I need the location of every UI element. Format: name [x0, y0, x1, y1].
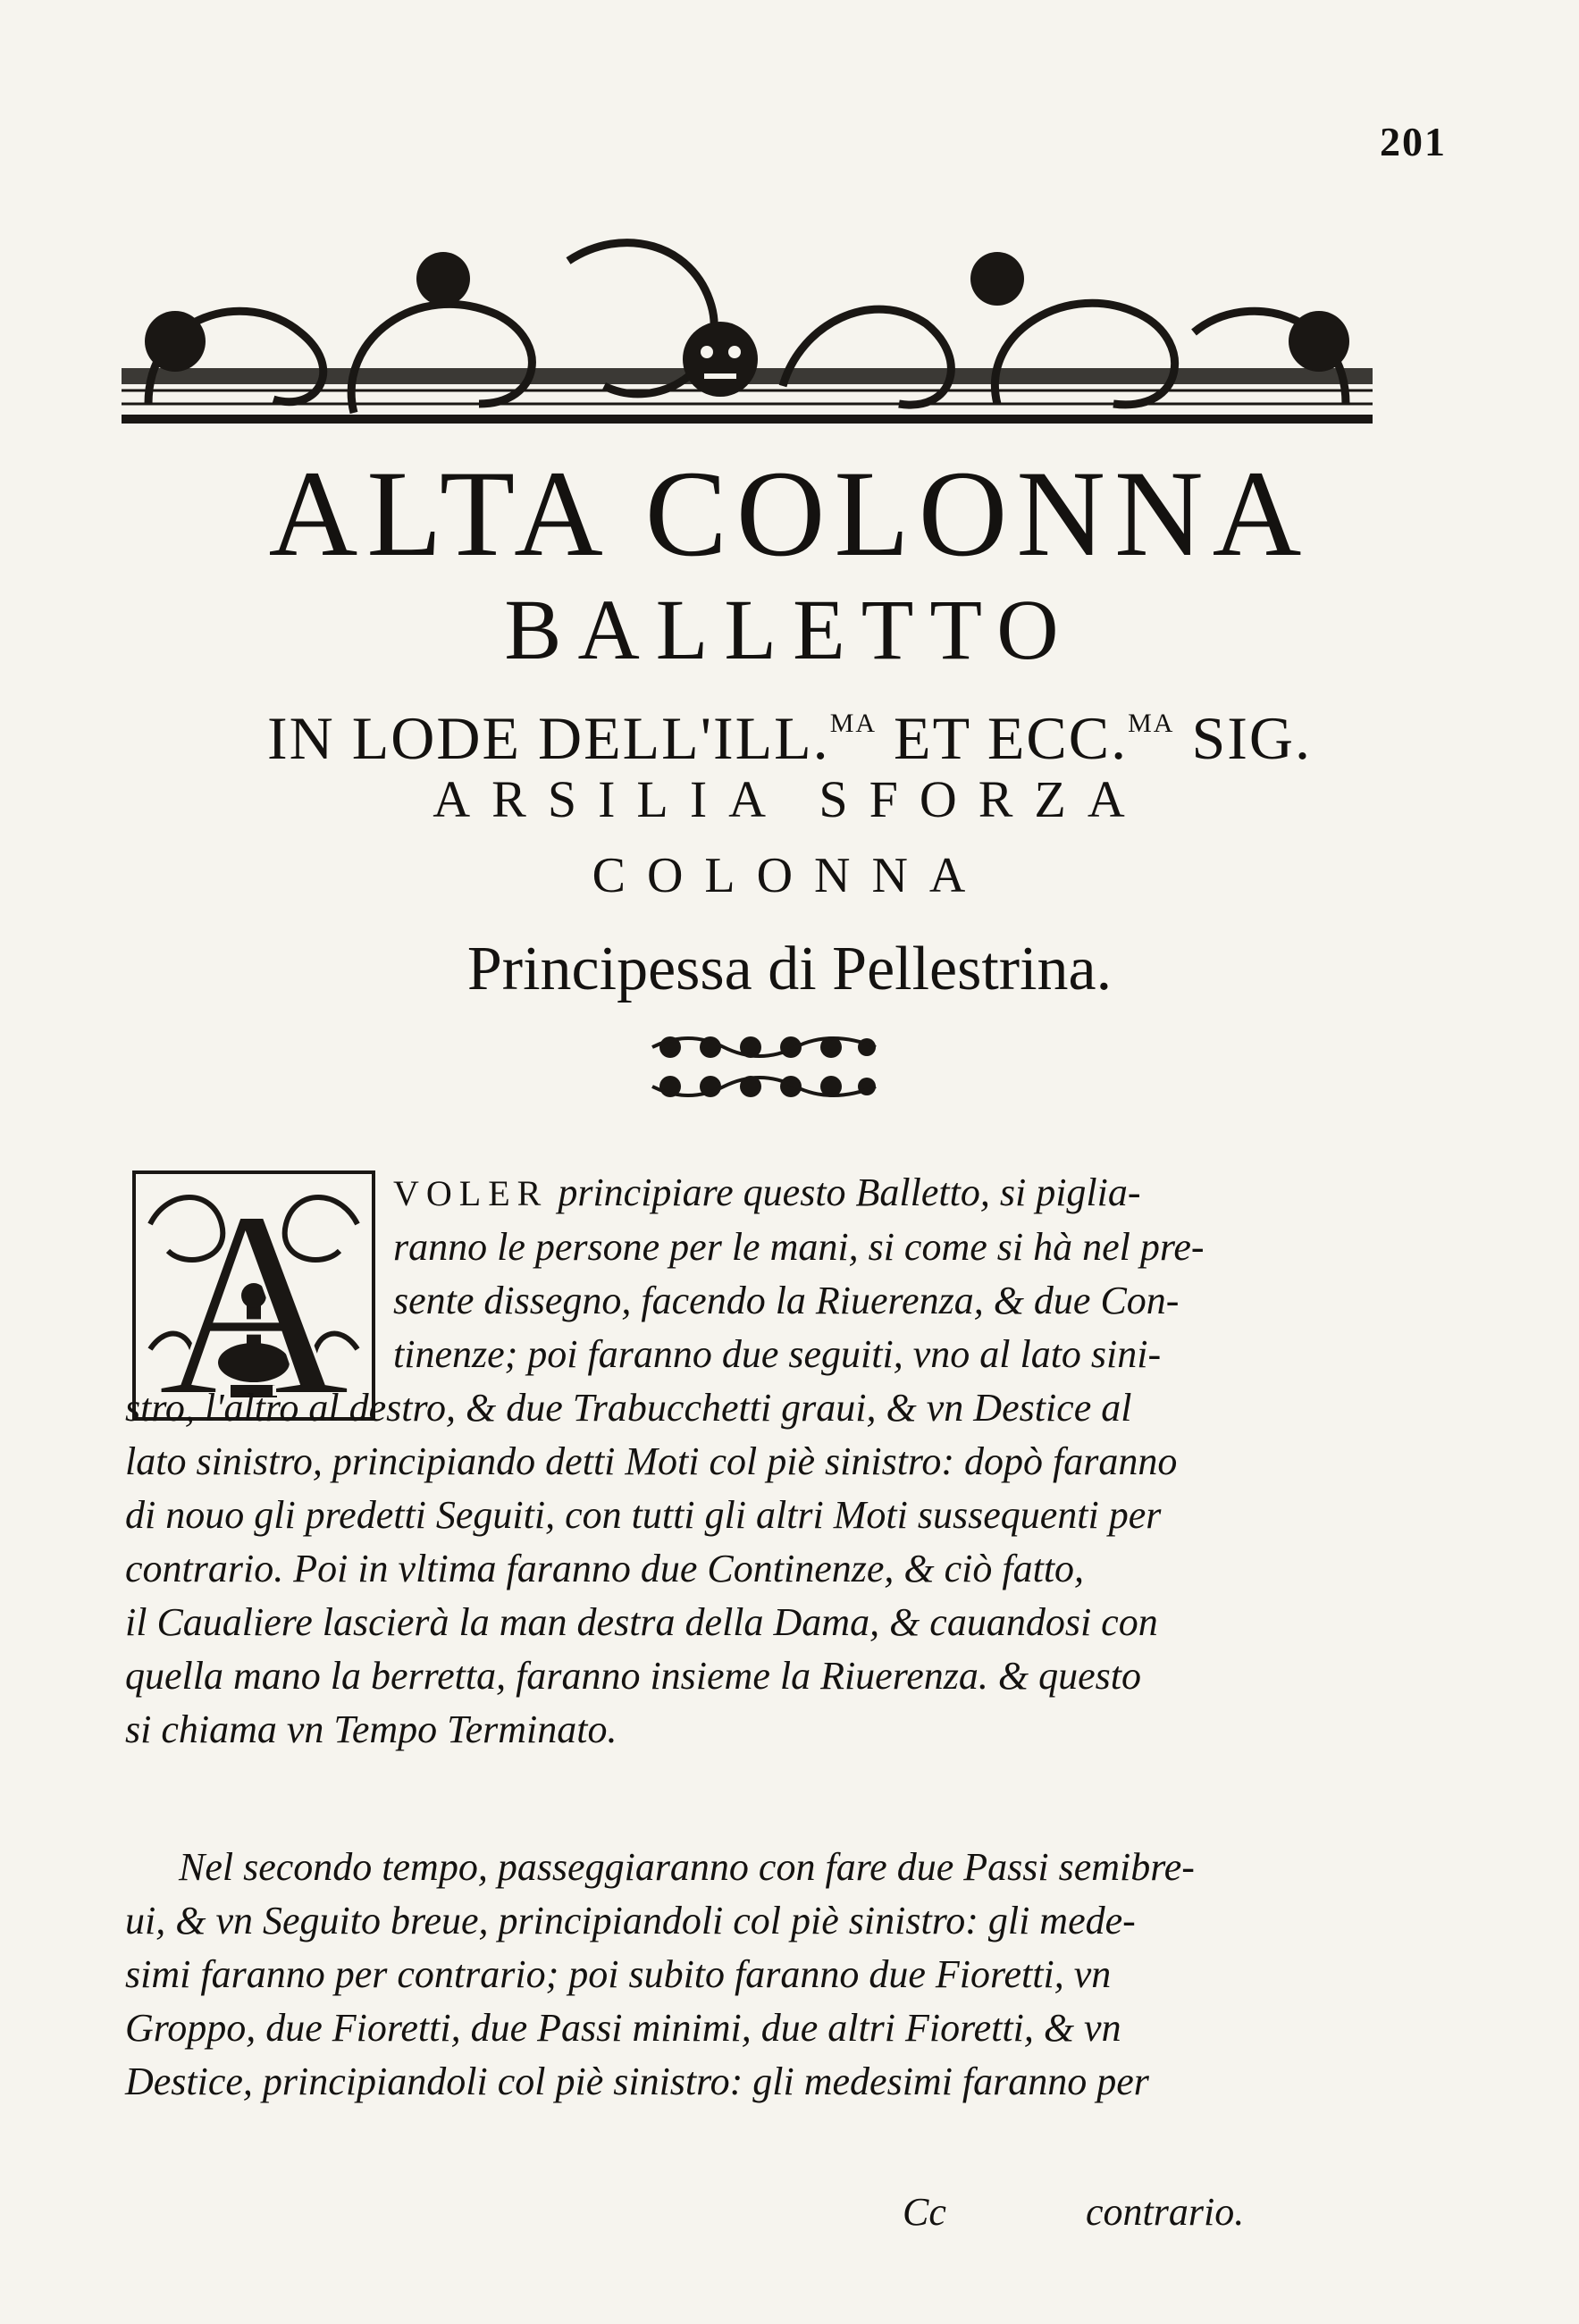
paragraph-2-line-5: Destice, principiandoli col piè sinistro: gli medesimi faranno per [125, 2060, 1149, 2103]
paragraph-1-line-3: sente dissegno, facendo la Riuerenza, & due Con- [393, 1279, 1180, 1322]
initial-letter: A [156, 1170, 351, 1421]
title-balletto: BALLETTO [504, 582, 1075, 677]
title-alta-colonna: ALTA COLONNA [268, 445, 1311, 582]
title-colonna: COLONNA [592, 848, 987, 903]
opening-word: VOLER [393, 1173, 549, 1213]
paragraph-2 [125, 1841, 1376, 2109]
paragraph-2-line-3: simi faranno per contrario; poi subito faranno due Fioretti, vn [125, 1952, 1112, 1996]
catchword: contrario. [1086, 2190, 1245, 2234]
paragraph-2-line-1: Nel secondo tempo, passeggiaranno con fare due Passi semibre- [179, 1845, 1195, 1889]
dedication-part-3: SIG. [1174, 704, 1313, 772]
line-text: principiare questo Balletto, si piglia- [548, 1170, 1141, 1214]
dedication-sup-1: MA [829, 709, 878, 738]
paragraph-1-line-4: tinenze; poi faranno due seguiti, vno al lato sini- [393, 1332, 1162, 1376]
woodcut-headpiece [122, 207, 1373, 431]
dedication-part-2: ET ECC. [877, 704, 1129, 772]
title-principessa: Principessa di Pellestrina. [466, 935, 1113, 1003]
dedication-part-1: IN LODE DELL'ILL. [266, 704, 830, 772]
paragraph-2-line-2: ui, & vn Seguito breue, principiandoli col piè sinistro: gli mede- [125, 1899, 1136, 1942]
title-dedication [0, 688, 1579, 774]
signature-mark: Cc [903, 2190, 946, 2234]
page-number: 201 [1380, 119, 1447, 164]
paragraph-1-line-11: si chiama vn Tempo Terminato. [125, 1707, 617, 1751]
paragraph-2-line-4: Groppo, due Fioretti, due Passi minimi, due altri Fioretti, & vn [125, 2006, 1121, 2050]
paragraph-1-line-5: stro, l'altro al destro, & due Trabucchetti graui, & vn Destice al [125, 1386, 1132, 1430]
paragraph-1-line-10: quella mano la berretta, faranno insieme la Riuerenza. & questo [125, 1654, 1141, 1698]
fleuron-ornament [643, 1028, 885, 1108]
paragraph-1-line-2: ranno le persone per le mani, si come si hà nel pre- [393, 1225, 1205, 1269]
paragraph-1-line-1 [125, 1166, 1376, 1221]
paragraph-1-line-9: il Caualiere lascierà la man destra della Dama, & cauandosi con [125, 1600, 1158, 1644]
paragraph-1 [125, 1166, 1376, 1757]
paragraph-1-line-7: di nouo gli predetti Seguiti, con tutti gli altri Moti sussequenti per [125, 1493, 1162, 1537]
title-arsilia-sforza: ARSILIA SFORZA [433, 770, 1146, 828]
paragraph-1-line-8: contrario. Poi in vltima faranno due Continenze, & ciò fatto, [125, 1547, 1085, 1590]
paragraph-1-line-6: lato sinistro, principiando detti Moti col piè sinistro: dopò faranno [125, 1439, 1178, 1483]
dedication-sup-2: MA [1128, 709, 1175, 738]
